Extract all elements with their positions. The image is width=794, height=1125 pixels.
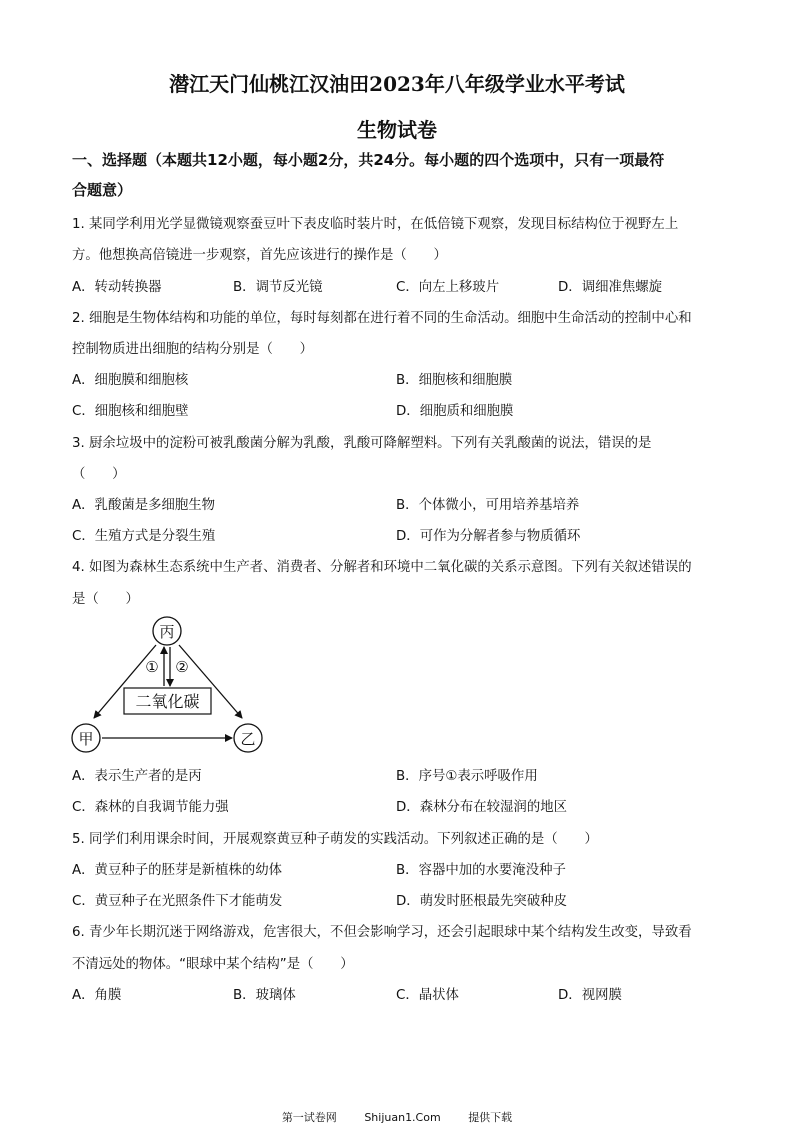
question-1-option-b[interactable]: B．调节反光镜 xyxy=(233,280,323,295)
node-yi-label: 乙 xyxy=(240,730,256,748)
question-3-option-c[interactable]: C．生殖方式是分裂生殖 xyxy=(72,529,216,544)
label-1: ① xyxy=(145,658,159,676)
question-1-option-d[interactable]: D．调细准焦螺旋 xyxy=(558,280,663,295)
question-4-option-b[interactable]: B．序号①表示呼吸作用 xyxy=(396,769,538,784)
question-4-option-d[interactable]: D．森林分布在较湿润的地区 xyxy=(396,800,567,815)
question-4-stem-line2: 是（ ） xyxy=(72,592,139,607)
question-5-stem-line1: 5. 同学们利用课余时间，开展观察黄豆种子萌发的实践活动。下列叙述正确的是（ ） xyxy=(72,832,598,847)
question-1-stem-line2: 方。他想换高倍镜进一步观察，首先应该进行的操作是（ ） xyxy=(72,248,447,263)
question-6-stem-line1: 6. 青少年长期沉迷于网络游戏，危害很大，不但会影响学习，还会引起眼球中某个结构发生改变，导致看 xyxy=(72,925,692,940)
footer-site-name: 第一试卷网 xyxy=(281,1111,337,1124)
question-1-stem-line1: 1. 某同学利用光学显微镜观察蚕豆叶下表皮临时装片时，在低倍镜下观察，发现目标结构位于视野左上 xyxy=(72,217,679,232)
label-2: ② xyxy=(175,658,189,676)
footer-site-url[interactable]: Shijuan1.Com xyxy=(364,1111,441,1124)
question-5-option-a[interactable]: A．黄豆种子的胚芽是新植株的幼体 xyxy=(72,863,283,878)
exam-title: 潜江天门仙桃江汉油田2023年八年级学业水平考试 xyxy=(169,72,625,96)
node-jia-label: 甲 xyxy=(78,730,94,748)
question-6-option-c[interactable]: C．晶状体 xyxy=(396,988,459,1003)
question-2-option-d[interactable]: D．细胞质和细胞膜 xyxy=(396,404,514,419)
question-5-option-d[interactable]: D．萌发时胚根最先突破种皮 xyxy=(396,894,567,909)
node-bing-label: 丙 xyxy=(159,623,175,641)
question-6-option-b[interactable]: B．玻璃体 xyxy=(233,988,296,1003)
question-3-stem-line2: （ ） xyxy=(72,467,126,482)
question-3-option-d[interactable]: D．可作为分解者参与物质循环 xyxy=(396,529,581,544)
question-2-stem-line1: 2. 细胞是生物体结构和功能的单位，每时每刻都在进行着不同的生命活动。细胞中生命活动的控制中心和 xyxy=(72,311,692,326)
question-5-option-c[interactable]: C．黄豆种子在光照条件下才能萌发 xyxy=(72,894,283,909)
section-heading-line1: 一、选择题（本题共12小题，每小题2分，共24分。每小题的四个选项中，只有一项最符 xyxy=(72,151,665,169)
question-5-option-b[interactable]: B．容器中加的水要淹没种子 xyxy=(396,863,566,878)
co2-label: 二氧化碳 xyxy=(135,692,200,711)
footer-provide: 提供下载 xyxy=(468,1111,513,1124)
question-4-option-a[interactable]: A．表示生产者的是丙 xyxy=(72,769,202,784)
question-1-option-a[interactable]: A．转动转换器 xyxy=(72,280,162,295)
question-4-option-c[interactable]: C．森林的自我调节能力强 xyxy=(72,800,229,815)
question-3-stem-line1: 3. 厨余垃圾中的淀粉可被乳酸菌分解为乳酸，乳酸可降解塑料。下列有关乳酸菌的说法，错误的是 xyxy=(72,436,652,451)
question-2-option-c[interactable]: C．细胞核和细胞壁 xyxy=(72,404,189,419)
question-4-stem-line1: 4. 如图为森林生态系统中生产者、消费者、分解者和环境中二氧化碳的关系示意图。下列有关叙述错误的 xyxy=(72,560,692,575)
section-heading-line2: 合题意） xyxy=(72,181,133,199)
question-2-option-b[interactable]: B．细胞核和细胞膜 xyxy=(396,373,513,388)
question-6-option-a[interactable]: A．角膜 xyxy=(72,988,122,1003)
question-2-option-a[interactable]: A．细胞膜和细胞核 xyxy=(72,373,189,388)
question-1-option-c[interactable]: C．向左上移玻片 xyxy=(396,280,500,295)
question-3-option-a[interactable]: A．乳酸菌是多细胞生物 xyxy=(72,498,216,513)
question-6-option-d[interactable]: D．视网膜 xyxy=(558,988,622,1003)
question-2-stem-line2: 控制物质进出细胞的结构分别是（ ） xyxy=(72,342,314,357)
question-6-stem-line2: 不清远处的物体。“眼球中某个结构”是（ ） xyxy=(72,957,354,972)
question-3-option-b[interactable]: B．个体微小，可用培养基培养 xyxy=(396,498,580,513)
carbon-cycle-diagram xyxy=(66,614,276,754)
exam-subtitle: 生物试卷 xyxy=(357,118,437,142)
